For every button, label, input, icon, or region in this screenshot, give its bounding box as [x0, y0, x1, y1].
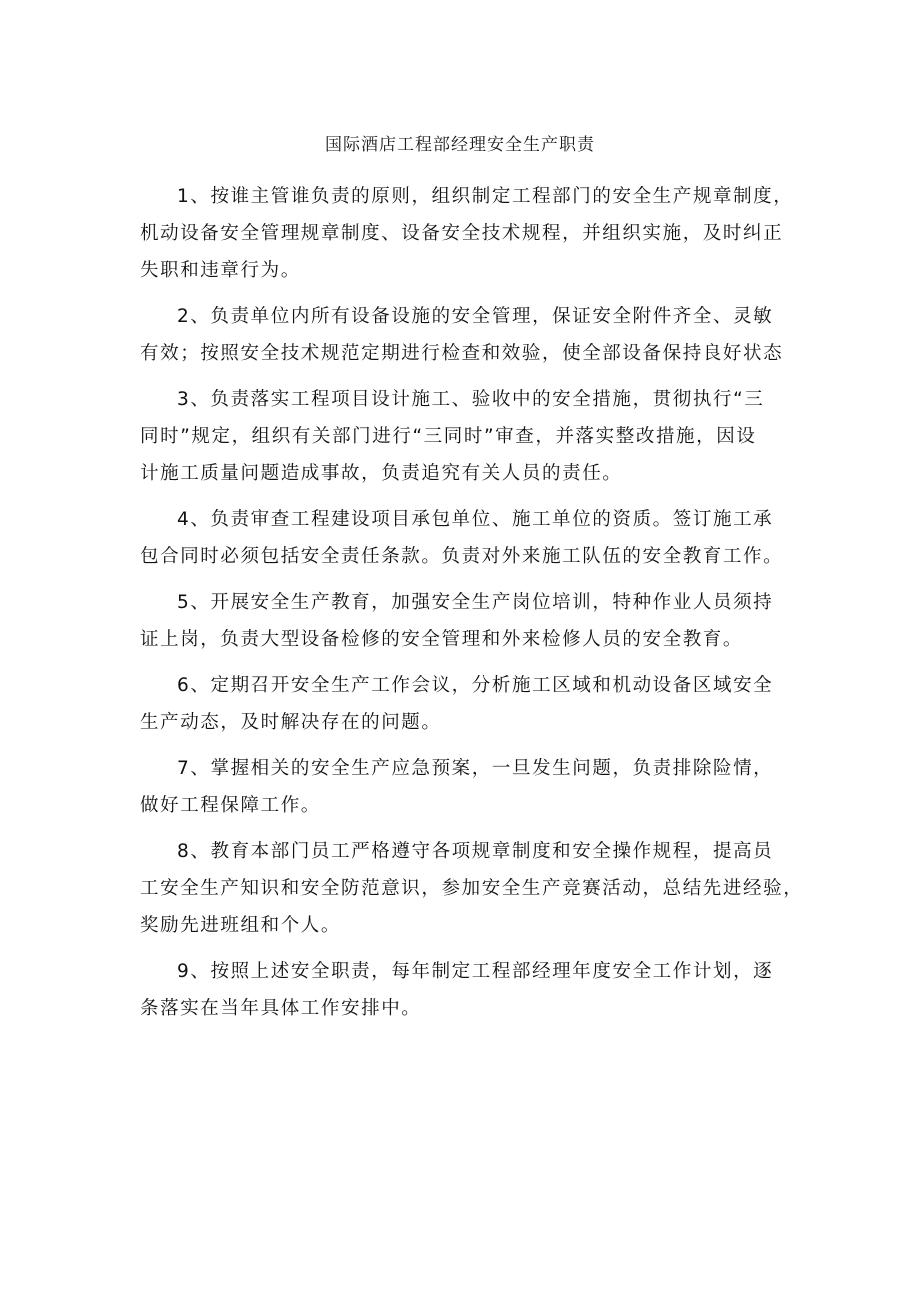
paragraph-line: 机动设备安全管理规章制度、设备安全技术规程，并组织实施，及时纠正 — [140, 223, 784, 244]
paragraph-6 — [140, 667, 800, 741]
paragraph-line: 7、掌握相关的安全生产应急预案，一旦发生问题，负责排除险情， — [177, 758, 774, 779]
paragraph-line: 2、负责单位内所有设备设施的安全管理，保证安全附件齐全、灵敏 — [177, 306, 774, 327]
paragraph-line: 工安全生产知识和安全防范意识，参加安全生产竞赛活动，总结先进经验， — [140, 878, 804, 899]
paragraph-line: 1、按谁主管谁负责的原则，组织制定工程部门的安全生产规章制度， — [177, 186, 794, 207]
paragraph-line: 5、开展安全生产教育，加强安全生产岗位培训，特种作业人员须持 — [177, 592, 774, 613]
paragraph-5 — [140, 584, 800, 658]
paragraph-line: 计施工质量问题造成事故，负责追究有关人员的责任。 — [140, 463, 623, 484]
paragraph-line: 3、负责落实工程项目设计施工、验收中的安全措施，贯彻执行“三 — [177, 389, 765, 410]
paragraph-line: 生产动态，及时解决存在的问题。 — [140, 712, 442, 733]
paragraph-line: 条落实在当年具体工作安排中。 — [140, 998, 422, 1019]
paragraph-line: 包合同时必须包括安全责任条款。负责对外来施工队伍的安全教育工作。 — [140, 546, 784, 567]
paragraph-line: 4、负责审查工程建设项目承包单位、施工单位的资质。签订施工承 — [177, 509, 774, 530]
paragraph-4 — [140, 501, 800, 575]
paragraph-8 — [140, 833, 804, 944]
paragraph-2 — [140, 298, 800, 372]
paragraph-line: 证上岗，负责大型设备检修的安全管理和外来检修人员的安全教育。 — [140, 629, 744, 650]
paragraph-line: 做好工程保障工作。 — [140, 795, 321, 816]
paragraph-line: 6、定期召开安全生产工作会议，分析施工区域和机动设备区域安全 — [177, 675, 774, 696]
paragraph-line: 同时”规定，组织有关部门进行“三同时”审查，并落实整改措施，因设 — [140, 426, 757, 447]
paragraph-line: 有效；按照安全技术规范定期进行检查和效验，使全部设备保持良好状态 — [140, 343, 784, 364]
paragraph-line: 8、教育本部门员工严格遵守各项规章制度和安全操作规程，提高员 — [177, 841, 774, 862]
paragraph-line: 9、按照上述安全职责，每年制定工程部经理年度安全工作计划，逐 — [177, 961, 774, 982]
paragraph-9 — [140, 953, 800, 1027]
document-body — [140, 178, 804, 1036]
paragraph-3 — [140, 381, 800, 492]
paragraph-line: 失职和违章行为。 — [140, 260, 301, 281]
document-title: 国际酒店工程部经理安全生产职责 — [325, 135, 595, 155]
paragraph-1 — [140, 178, 800, 289]
paragraph-line: 奖励先进班组和个人。 — [140, 915, 342, 936]
paragraph-7 — [140, 750, 800, 824]
